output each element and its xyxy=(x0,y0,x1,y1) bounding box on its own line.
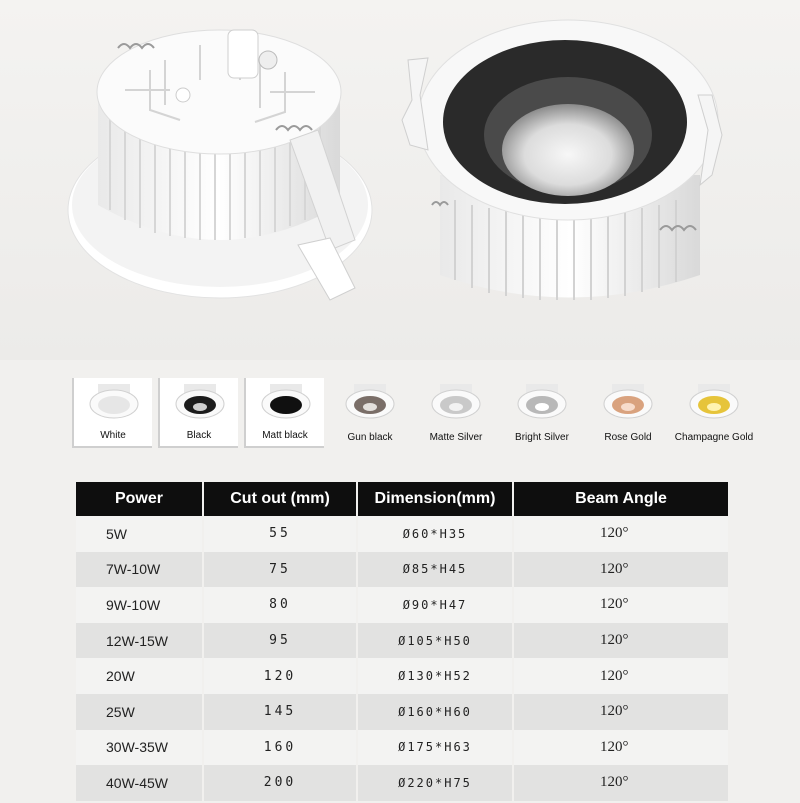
finish-label: Gun black xyxy=(347,432,393,443)
finish-swatch-matte-silver[interactable] xyxy=(416,378,496,448)
finish-label: Bright Silver xyxy=(515,432,569,443)
finish-label: Champagne Gold xyxy=(674,432,754,443)
cell-beam-angle: 120° xyxy=(514,587,728,623)
cell-dimension: Ø220*H75 xyxy=(358,765,514,801)
cell-dimension: Ø175*H63 xyxy=(358,730,514,766)
cell-power: 25W xyxy=(76,694,204,730)
product-hero-image xyxy=(0,0,800,360)
finish-swatch-bright-silver[interactable] xyxy=(502,378,582,448)
cell-beam-angle: 120° xyxy=(514,694,728,730)
header-dimension: Dimension(mm) xyxy=(358,482,514,516)
cell-power: 12W-15W xyxy=(76,623,204,659)
finish-swatch-white[interactable] xyxy=(72,378,152,448)
cell-beam-angle: 120° xyxy=(514,730,728,766)
cell-dimension: Ø160*H60 xyxy=(358,694,514,730)
cell-dimension: Ø105*H50 xyxy=(358,623,514,659)
downlight-back-view xyxy=(68,30,372,300)
cell-cut-out: 95 xyxy=(204,623,358,659)
cell-dimension: Ø90*H47 xyxy=(358,587,514,623)
cell-beam-angle: 120° xyxy=(514,552,728,588)
finish-swatch-rose-gold[interactable] xyxy=(588,378,668,448)
downlight-icon xyxy=(88,380,140,426)
table-row xyxy=(76,623,728,659)
table-row xyxy=(76,730,728,766)
finish-label: Matt black xyxy=(262,430,308,441)
table-row xyxy=(76,516,728,552)
cell-power: 30W-35W xyxy=(76,730,204,766)
cell-power: 5W xyxy=(76,516,204,552)
table-row xyxy=(76,587,728,623)
finish-swatch-champagne-gold[interactable] xyxy=(674,378,754,448)
cell-beam-angle: 120° xyxy=(514,623,728,659)
cell-power: 7W-10W xyxy=(76,552,204,588)
cell-power: 40W-45W xyxy=(76,765,204,801)
cell-beam-angle: 120° xyxy=(514,658,728,694)
finish-options xyxy=(72,378,762,450)
spec-table xyxy=(76,482,728,801)
cell-beam-angle: 120° xyxy=(514,765,728,801)
downlight-icon xyxy=(688,380,740,426)
product-illustration xyxy=(0,0,800,360)
table-row xyxy=(76,694,728,730)
downlight-icon xyxy=(430,380,482,426)
finish-swatch-black[interactable] xyxy=(158,378,238,448)
finish-label: Black xyxy=(186,430,212,441)
cell-cut-out: 200 xyxy=(204,765,358,801)
header-cut-out: Cut out (mm) xyxy=(204,482,358,516)
header-beam-angle: Beam Angle xyxy=(514,482,728,516)
cell-dimension: Ø130*H52 xyxy=(358,658,514,694)
finish-swatch-gun-black[interactable] xyxy=(330,378,410,448)
downlight-icon xyxy=(344,380,396,426)
downlight-icon xyxy=(516,380,568,426)
cell-dimension: Ø85*H45 xyxy=(358,552,514,588)
finish-label: Rose Gold xyxy=(604,432,652,443)
cell-cut-out: 160 xyxy=(204,730,358,766)
cell-power: 9W-10W xyxy=(76,587,204,623)
finish-swatch-matt-black[interactable] xyxy=(244,378,324,448)
cell-cut-out: 55 xyxy=(204,516,358,552)
finish-label: White xyxy=(100,430,126,441)
cell-cut-out: 75 xyxy=(204,552,358,588)
finish-label: Matte Silver xyxy=(429,432,483,443)
table-header-row xyxy=(76,482,728,516)
cell-power: 20W xyxy=(76,658,204,694)
cell-cut-out: 80 xyxy=(204,587,358,623)
downlight-front-view xyxy=(402,20,722,300)
downlight-icon xyxy=(260,380,312,426)
header-power: Power xyxy=(76,482,204,516)
cell-cut-out: 145 xyxy=(204,694,358,730)
cell-cut-out: 120 xyxy=(204,658,358,694)
table-row xyxy=(76,765,728,801)
downlight-icon xyxy=(602,380,654,426)
cell-dimension: Ø60*H35 xyxy=(358,516,514,552)
downlight-icon xyxy=(174,380,226,426)
cell-beam-angle: 120° xyxy=(514,516,728,552)
table-row xyxy=(76,552,728,588)
table-row xyxy=(76,658,728,694)
